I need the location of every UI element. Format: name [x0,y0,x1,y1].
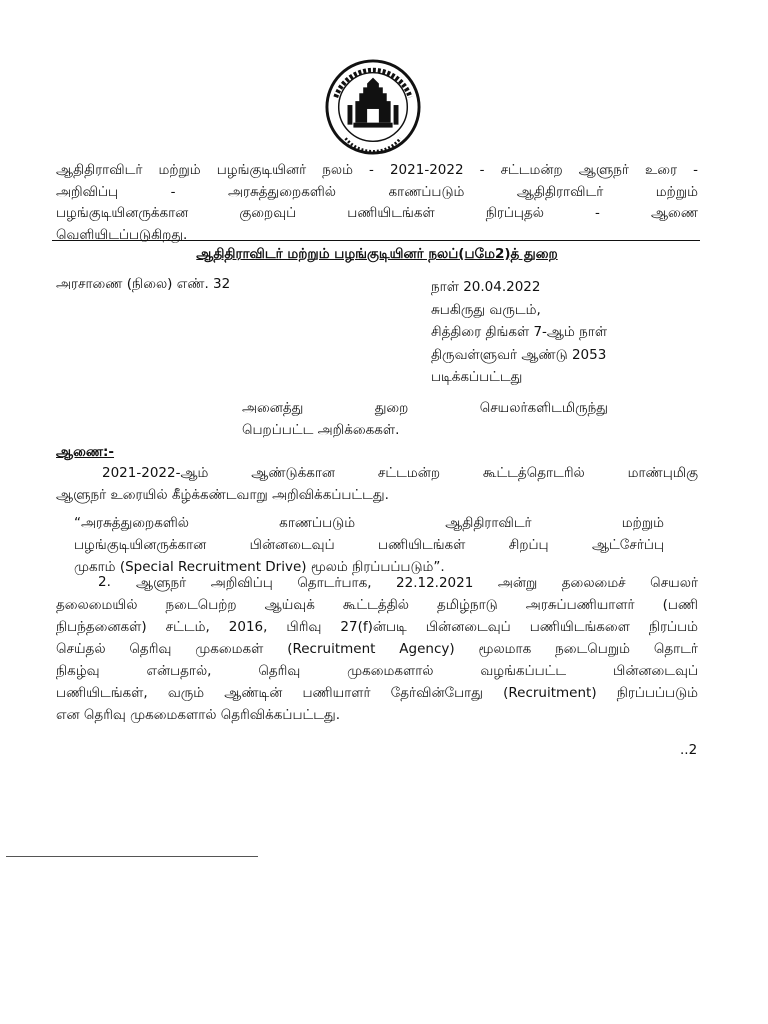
quote-line: “அரசுத்துறைகளில் காணப்படும் ஆதிதிராவிடர் மற்றும் [74,515,664,531]
date-line: நாள் 20.04.2022 [431,279,541,295]
year-line: சுபகிருது வருடம், [431,301,541,318]
quote-line: முகாம் (Special Recruitment Drive) மூலம் நிரப்பப்படும்”. [74,559,445,575]
subject-line: வெளியிடப்படுகிறது. [56,226,188,243]
go-number: அரசாணை (நிலை) எண். 32 [56,276,231,292]
para-line: நிபந்தனைகள்) சட்டம், 2016, பிரிவு 27(f)ன்படி பின்னடைவுப் பணியிடங்களை நிரப்பம் [56,619,698,635]
read-references [242,397,608,441]
department-heading: ஆதிதிராவிடர் மற்றும் பழங்குடியினர் நலப்(பமே2)த் துறை [196,246,558,262]
para-line: பணியிடங்கள், வரும் ஆண்டின் பணியாளர் தேர்வின்போது (Recruitment) நிரப்பப்படும் [56,685,698,701]
divider [52,240,700,241]
quote [74,512,664,578]
read-label: படிக்கப்பட்டது [431,369,523,385]
para-line: செய்தல் தெரிவு முகமைகள் (Recruitment Agency) மூலமாக நடைபெறும் தொடர் [56,641,698,657]
paragraph-2 [56,572,698,726]
footer-line [6,856,258,857]
para-line: ஆளுநர் அறிவிப்பு தொடர்பாக, 22.12.2021 அன்று தலைமைச் செயலர் [136,575,698,591]
order-heading: ஆணை:- [56,444,115,460]
para-line: நிகழ்வு என்பதால், தெரிவு முகமைகளால் வழங்கப்பட்ட பின்னடைவுப் [56,663,698,679]
para-line: 2021-2022-ஆம் ஆண்டுக்கான சட்டமன்ற கூட்டத்தொடரில் மாண்புமிகு [102,465,698,481]
para-2-number: 2. [98,574,111,590]
thiruvalluvar-year-line: திருவள்ளுவர் ஆண்டு 2053 [431,346,607,363]
subject-line: ஆதிதிராவிடர் மற்றும் பழங்குடியினர் நலம் - 2021-2022 - சட்டமன்ற ஆளுநர் உரை - [56,162,698,178]
read-line: அனைத்து துறை செயலர்களிடமிருந்து [242,400,608,416]
next-page-marker: ..2 [680,742,698,758]
read-line: பெறப்பட்ட அறிக்கைகள். [242,422,400,438]
subject-line: பழங்குடியினருக்கான குறைவுப் பணியிடங்கள் நிரப்புதல் - ஆணை [56,205,698,221]
paragraph-1 [56,462,698,506]
para-line: என தெரிவு முகமைகளால் தெரிவிக்கப்பட்டது. [56,707,341,723]
para-line: ஆளுநர் உரையில் கீழ்க்கண்டவாறு அறிவிக்கப்பட்டது. [56,487,389,503]
quote-line: பழங்குடியினருக்கான பின்னடைவுப் பணியிடங்கள் சிறப்பு ஆட்சேர்ப்பு [74,537,664,553]
tamil-nadu-emblem [324,58,422,156]
tamil-date-line: சித்திரை திங்கள் 7-ஆம் நாள் [431,324,608,340]
subject [56,160,698,246]
para-line: தலைமையில் நடைபெற்ற ஆய்வுக் கூட்டத்தில் தமிழ்நாடு அரசுப்பணியாளர் (பணி [56,597,698,613]
date-block [431,276,607,389]
subject-line: அறிவிப்பு - அரசுத்துறைகளில் காணப்படும் ஆதிதிராவிடர் மற்றும் [56,183,698,200]
